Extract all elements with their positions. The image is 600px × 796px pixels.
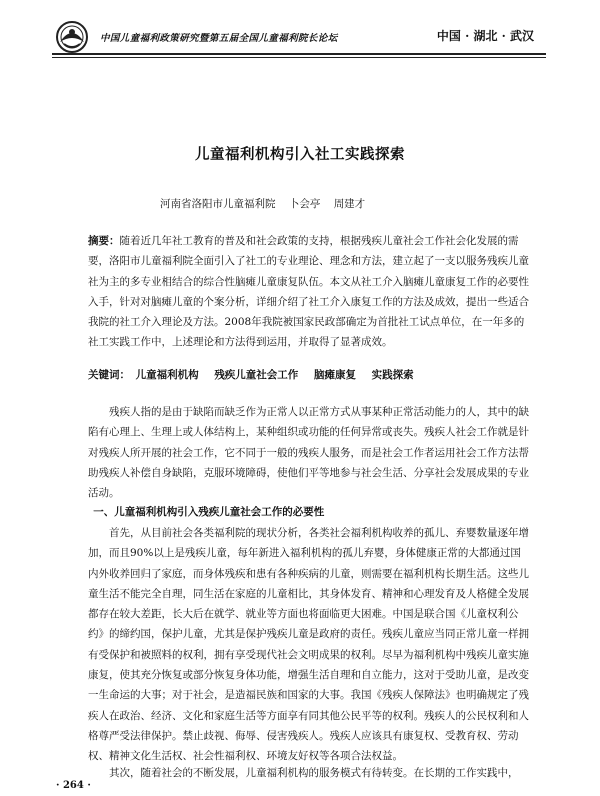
conference-logo-icon <box>52 20 92 54</box>
header-rule-thin <box>52 57 546 58</box>
article-title: 儿童福利机构引入社工实践探索 <box>195 146 405 163</box>
keywords-label: 关键词： <box>88 369 130 381</box>
body-paragraph: 残疾人指的是由于缺陷而缺乏作为正常人以正常方式从事某种正常活动能力的人，其中的缺陷有心理上、生理上或人体结构上，某种组织或功能的任何异常或丧失。残疾人社会工作就是针对残疾人所开展的社会工作，它不同于一般的残疾人服务，而是社会工作者运用社会工作方法帮助残疾人补偿自身缺陷，克服环境障碍，使他们平等地参与社会生活、分享社会发展成果的专业活动。 <box>88 406 529 500</box>
author-name: 卜会亭 <box>288 198 321 210</box>
conference-location: 中国 · 湖北 · 武汉 <box>436 29 534 43</box>
keyword: 残疾儿童社会工作 <box>214 369 299 381</box>
header-rule-thick <box>52 53 546 55</box>
conference-name: 中国儿童福利政策研究暨第五届全国儿童福利院长论坛 <box>100 33 338 44</box>
keyword: 脑瘫康复 <box>313 369 356 381</box>
abstract-label: 摘要： <box>88 235 120 247</box>
keyword: 实践探索 <box>371 369 414 381</box>
abstract-text: 随着近几年社工教育的普及和社会政策的支持，根据残疾儿童社会工作社会化发展的需要，洛阳市儿童福利院全面引入了社工的专业理论、理念和方法，建立起了一支以服务残疾儿童社为主的多专业相结合的综合性脑瘫儿童康复队伍。本文从社工介入脑瘫儿童康复工作的必要性入手，针对对脑瘫儿童的个案分析，详细介绍了社工介入康复工作的方法及成效，提出一些适合我院的社工介入理论及方法。2008年我院被国家民政部确定为首批社工试点单位，在一年多的社工实践工作中，上述理论和方法得到运用，并取得了显著成效。 <box>88 235 529 349</box>
running-header <box>52 18 542 56</box>
author-line <box>160 196 460 211</box>
author-name: 周建才 <box>333 198 366 210</box>
body-paragraph: 首先，从目前社会各类福利院的现状分析，各类社会福利机构收养的孤儿、弃婴数量逐年增加，而且90%以上是残疾儿童，每年新进入福利机构的孤儿弃婴，身体健康正常的大都通过国内外收养回归了家庭，而身体残疾和患有各种疾病的儿童，则需要在福利机构长期生活。这些儿童生活不能完全自理，同生活在家庭的儿童相比，其身体发育、精神和心理发育及人格健全发展都存在较大差距，长大后在就学、就业等方面也将面临更大困难。中国是联合国《儿童权利公约》的缔约国，保护儿童，尤其是保护残疾儿童是政府的责任。残疾儿童应当同正常儿童一样拥有受保护和被照料的权利，拥有享受现代社会文明成果的权利。尽早为福利机构中残疾儿童实施康复，使其充分恢复或部分恢复身体功能，增强生活自理和自立能力，这对于受助儿童，是改变一生命运的大事；对于社会，是造福民族和国家的大事。我国《残疾人保障法》也明确规定了残疾人在政治、经济、文化和家庭生活等方面享有同其他公民平等的权利。残疾人的公民权利和人格尊严受法律保护。禁止歧视、侮辱、侵害残疾人。残疾人应该具有康复权、受教育权、劳动权、精神文化生活权、社会性福利权、环境友好权等各项合法权益。 <box>88 527 529 763</box>
page-number: · 264 · <box>56 780 91 791</box>
affiliation: 河南省洛阳市儿童福利院 <box>160 198 276 210</box>
abstract <box>88 231 530 353</box>
body-paragraph: 其次，随着社会的不断发展，儿童福利机构的服务模式有待转变。在长期的工作实践中， <box>109 767 519 779</box>
section-heading: 一、儿童福利机构引入残疾儿童社会工作的必要性 <box>93 506 325 518</box>
keywords <box>88 367 530 382</box>
keyword: 儿童福利机构 <box>135 369 199 381</box>
